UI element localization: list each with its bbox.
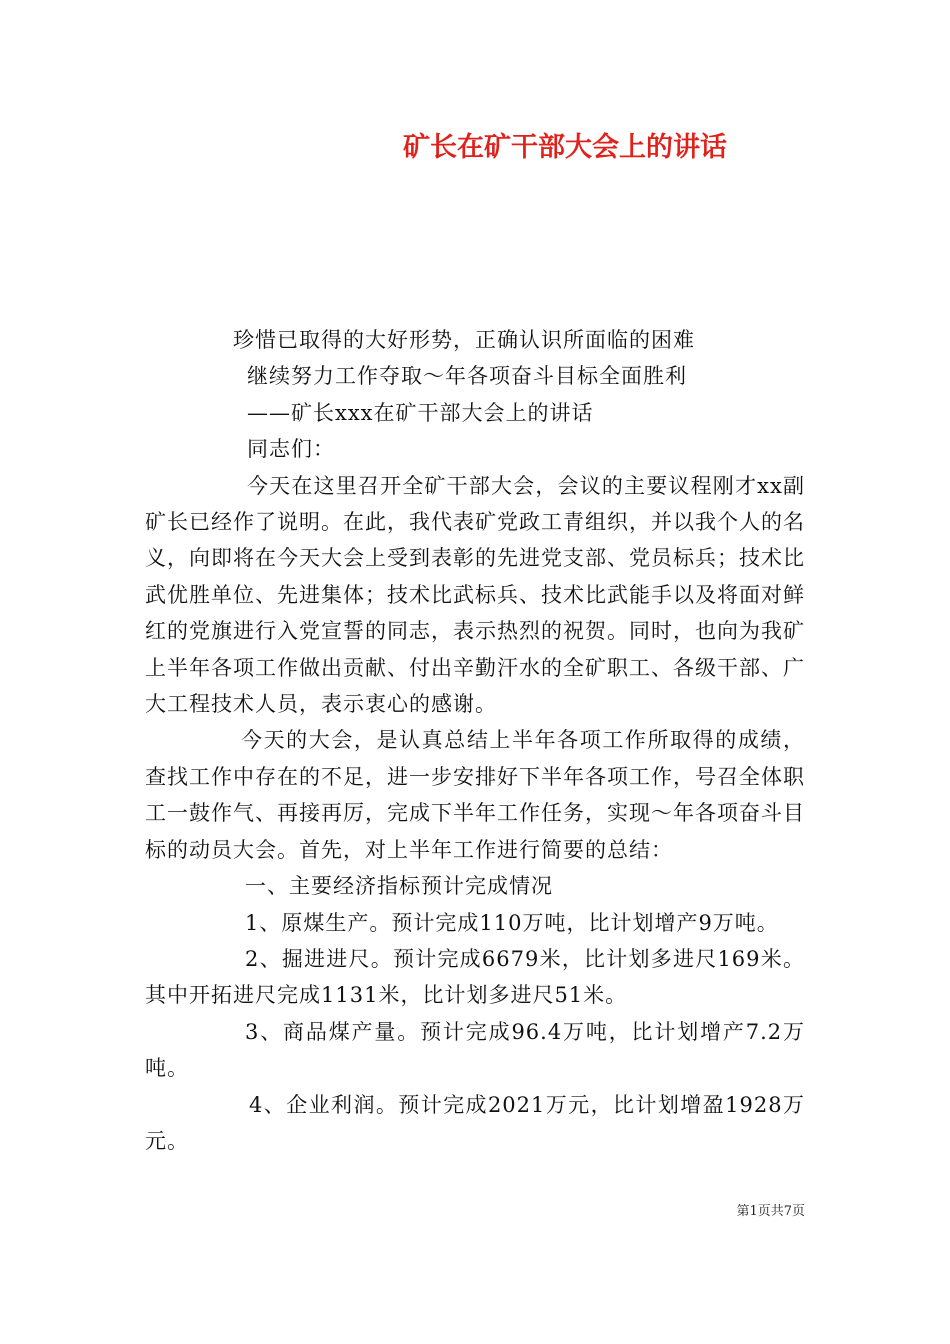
list-item-3: 3、商品煤产量。预计完成96.4万吨，比计划增产7.2万吨。 xyxy=(145,1019,805,1081)
paragraph-2: 今天的大会，是认真总结上半年各项工作所取得的成绩，查找工作中存在的不足，进一步安排好下半年各项工作，号召全体职工一鼓作气、再接再厉，完成下半年工作任务，实现～年各项奋斗目标的动员大会。首先，对上半年工作进行简要的总结： xyxy=(145,728,805,862)
heading-line-1: 珍惜已取得的大好形势，正确认识所面临的困难 xyxy=(233,328,695,352)
greeting: 同志们： xyxy=(247,437,335,462)
list-item-1: 1、原煤生产。预计完成110万吨，比计划增产9万吨。 xyxy=(245,910,779,935)
document-body xyxy=(145,322,805,1159)
list-item-2: 2、掘进进尺。预计完成6679米，比计划多进尺169米。其中开拓进尺完成1131米，比计划多进尺51米。 xyxy=(145,946,805,1008)
section-heading: 一、主要经济指标预计完成情况 xyxy=(245,874,553,899)
heading-line-3: ——矿长xxx在矿干部大会上的讲话 xyxy=(247,400,594,425)
paragraph-1: 今天在这里召开全矿干部大会，会议的主要议程刚才xx副矿长已经作了说明。在此，我代表矿党政工青组织，并以我个人的名义，向即将在今天大会上受到表彰的先进党支部、党员标兵；技术比武优胜单位、先进集体；技术比武标兵、技术比武能手以及将面对鲜红的党旗进行入党宣誓的同志，表示热烈的祝贺。同时，也向为我矿上半年各项工作做出贡献、付出辛勤汗水的全矿职工、各级干部、广大工程技术人员，表示衷心的感谢。 xyxy=(145,473,805,717)
heading-line-2: 继续努力工作夺取～年各项奋斗目标全面胜利 xyxy=(247,364,687,389)
document-title: 矿长在矿干部大会上的讲话 xyxy=(403,132,727,163)
list-item-4: 4、企业利润。预计完成2021万元，比计划增盈1928万元。 xyxy=(145,1092,805,1153)
page-number: 第1页共7页 xyxy=(736,1204,805,1219)
